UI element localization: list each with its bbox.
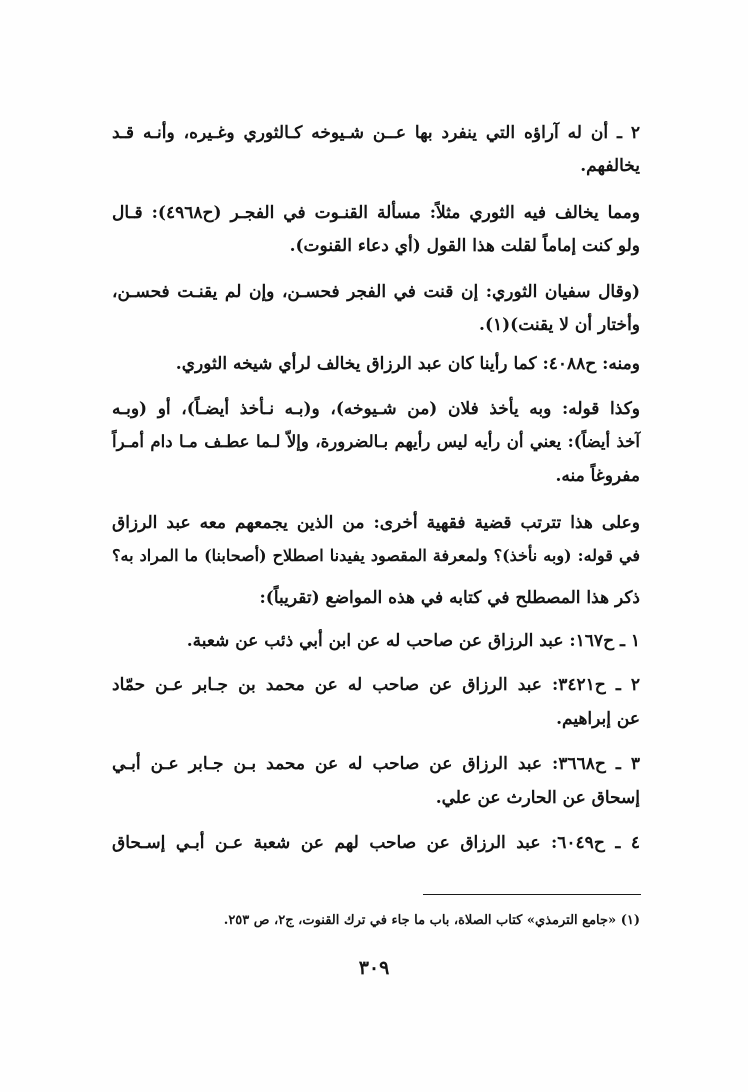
paragraph-3-line-2: وأختار أن لا يقنت)(١). bbox=[479, 315, 640, 335]
footnote-separator bbox=[423, 894, 641, 895]
paragraph-7-line-1: ذكر هذا المصطلح في كتابه في هذه المواضع (تقريباً): bbox=[259, 588, 640, 608]
list-item-1-line-1: ١ ـ ح١٦٧: عبد الرزاق عن صاحب له عن ابن أبي ذئب عن شعبة. bbox=[186, 631, 640, 651]
list-item-2-line-1: ٢ ـ ح٣٤٢١: عبد الرزاق عن صاحب له عن محمد بن جـابر عـن حمّاد bbox=[112, 675, 640, 695]
list-item-3-line-2: إسحاق عن الحارث عن علي. bbox=[435, 788, 640, 808]
footnote: (١) «جامع الترمذي» كتاب الصلاة، باب ما جاء في ترك القنوت، ج٢، ص ٢٥٣. bbox=[223, 913, 640, 928]
paragraph-2-line-1: ومما يخالف فيه الثوري مثلاً: مسألة القنـوت في الفجـر (ح٤٩٦٨): قـال bbox=[112, 203, 640, 223]
paragraph-2-line-2: ولو كنت إماماً لقلت هذا القول (أي دعاء القنوت). bbox=[289, 236, 640, 256]
paragraph-1-line-2: يخالفهم. bbox=[580, 156, 640, 176]
page-number: ٣٠٩ bbox=[358, 957, 390, 979]
paragraph-1-line-1: ٢ ـ أن له آراؤه التي ينفرد بها عــن شـيوخه كـالثوري وغـيره، وأنـه قـد bbox=[112, 123, 640, 143]
paragraph-6-line-1: وعلى هذا تترتب قضية فقهية أخرى: من الذين يجمعهم معه عبد الرزاق bbox=[112, 513, 640, 533]
list-item-3-line-1: ٣ ـ ح٣٦٦٨: عبد الرزاق عن صاحب له عن محمد بـن جـابر عـن أبـي bbox=[112, 754, 640, 774]
paragraph-5-line-3: مفروغاً منه. bbox=[555, 466, 640, 486]
paragraph-4-line-1: ومنه: ح٤٠٨٨: كما رأينا كان عبد الرزاق يخالف لرأي شيخه الثوري. bbox=[175, 354, 640, 374]
list-item-4-line-1: ٤ ـ ح٦٠٤٩: عبد الرزاق عن صاحب لهم عن شعبة عـن أبـي إسـحاق bbox=[112, 833, 640, 853]
paragraph-3-line-1: (وقال سفيان الثوري: إن قنت في الفجر فحسـن، وإن لم يقنـت فحسـن، bbox=[112, 282, 640, 302]
paragraph-5-line-2: آخذ أيضاً): يعني أن رأيه ليس رأيهم بـالضرورة، وإلاّ لـما عطـف مـا دام أمـراً bbox=[112, 432, 640, 451]
list-item-2-line-2: عن إبراهيم. bbox=[556, 709, 640, 729]
paragraph-6-line-2: في قوله: (وبه نأخذ)؟ ولمعرفة المقصود يفيدنا اصطلاح (أصحابنا) ما المراد به؟ bbox=[112, 546, 640, 565]
paragraph-5-line-1: وكذا قوله: وبه يأخذ فلان (من شـيوخه)، و(بـه نـأخذ أيضـاً)، أو (وبـه bbox=[112, 399, 640, 419]
